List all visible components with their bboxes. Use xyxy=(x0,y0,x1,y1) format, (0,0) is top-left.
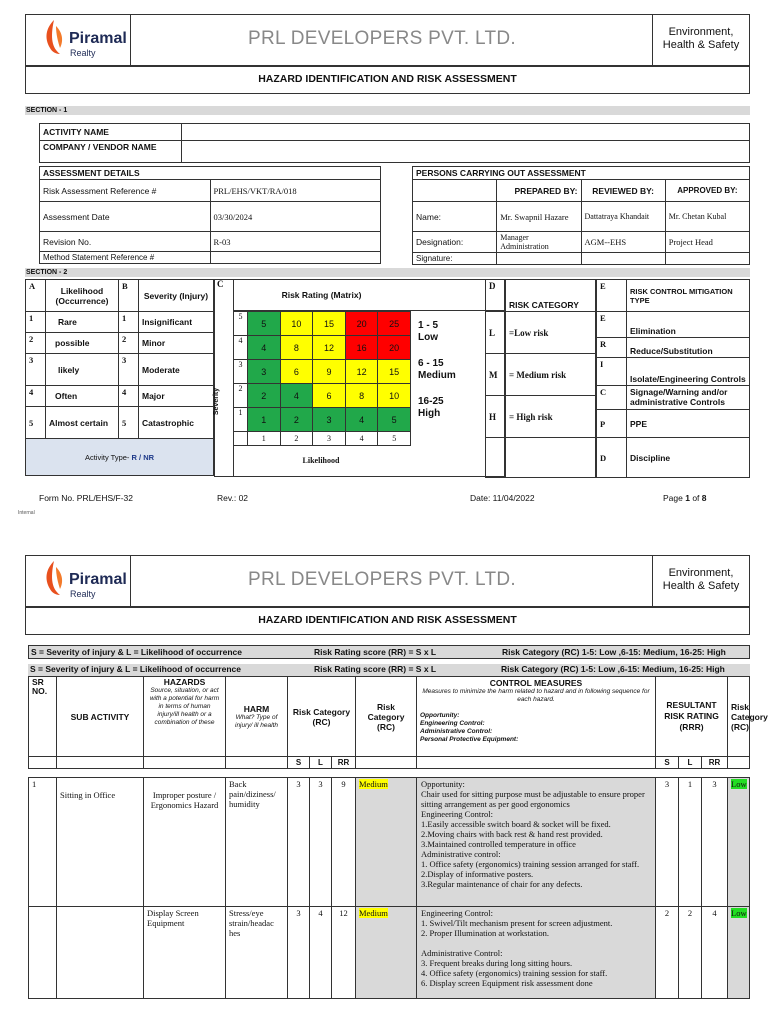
matrix-cell: 15 xyxy=(313,312,346,336)
band-high-range: 16-25 xyxy=(418,396,444,407)
severity-1-num: 1 xyxy=(119,312,139,333)
cat-m: = Medium risk xyxy=(506,354,596,396)
h-haz-sub: Source, situation, or act with a potential for harm in terms of human injury/ill health or a combination of these xyxy=(149,687,220,726)
persons-table xyxy=(412,166,750,265)
dept-name xyxy=(652,26,750,52)
header-divider-left xyxy=(130,14,131,66)
matrix-likelihood-num: 1 xyxy=(248,432,281,446)
hira-header-table xyxy=(28,676,768,769)
assessment-table xyxy=(39,166,381,264)
approved-designation: Project Head xyxy=(665,232,749,253)
control-c-key: C xyxy=(597,386,627,410)
h-s2: S xyxy=(656,757,679,769)
control-line: Engineering Control: xyxy=(421,809,494,819)
logo-name: Piramal xyxy=(69,30,127,47)
likelihood-3: likely xyxy=(46,354,119,386)
dept2-line2: Health & Safety xyxy=(662,580,740,592)
matrix-cell: 12 xyxy=(345,360,378,384)
h-c1: Opportunity: xyxy=(420,712,460,719)
h-l2: L xyxy=(679,757,702,769)
control-line: Administrative Control: xyxy=(421,948,503,958)
matrix-cell: 9 xyxy=(313,360,346,384)
footer-date: Date: 11/04/2022 xyxy=(470,493,535,503)
control-p-key: P xyxy=(597,410,627,438)
matrix-cell: 12 xyxy=(313,336,346,360)
likelihood-head: Likelihood (Occurrence) xyxy=(46,280,119,312)
band-low xyxy=(418,320,438,344)
control-line: 3.Maintained controlled temperature in office xyxy=(421,839,576,849)
matrix-cell: 3 xyxy=(313,408,346,432)
dept-name-2 xyxy=(652,567,750,593)
control-line: Chair used for sitting purpose must be adjustable to ensure proper sitting arrangement as per good ergonomics xyxy=(421,789,645,809)
risk-category-table xyxy=(485,279,596,478)
revision-value: R-03 xyxy=(210,232,381,252)
row2-sub xyxy=(57,907,144,999)
h-harm-title: HARM xyxy=(243,703,270,714)
h-rrr: RESULTANT RISK RATING (RRR) xyxy=(656,677,728,757)
h-control-sub: Measures to minimize the harm related to hazard and in following sequence for each hazard. xyxy=(422,688,650,703)
dept-line1: Environment, xyxy=(668,26,734,38)
prepared-by-label: PREPARED BY: xyxy=(497,180,581,202)
severity-5: Catastrophic xyxy=(139,407,214,439)
row1-rr: 9 xyxy=(332,778,356,907)
doc-title-2: HAZARD IDENTIFICATION AND RISK ASSESSMENT xyxy=(258,614,517,626)
severity-2-num: 2 xyxy=(119,333,139,354)
legend-row-2 xyxy=(28,664,750,676)
footer-page xyxy=(663,493,707,503)
row2-s: 3 xyxy=(288,907,310,999)
severity-4: Major xyxy=(139,386,214,407)
row2-rr2: 4 xyxy=(702,907,728,999)
matrix-cell: 2 xyxy=(280,408,313,432)
row1-ctrl xyxy=(417,778,656,907)
assessment-date-value: 03/30/2024 xyxy=(210,202,381,232)
activity-type-value: R / NR xyxy=(131,452,155,462)
row1-harm: Back pain/diziness/ humidity xyxy=(226,778,288,907)
col-d: D xyxy=(486,280,506,312)
h-s: S xyxy=(288,757,310,769)
control-line: Engineering Control: xyxy=(421,908,494,918)
control-line: 3.Regular maintenance of chair for any defects. xyxy=(421,879,583,889)
legend-sev: S = Severity of injury & L = Likelihood of occurrence xyxy=(31,647,242,657)
row2-l2: 2 xyxy=(679,907,702,999)
h-c2: Engineering Control: xyxy=(420,720,485,727)
h-risk-cat: Risk Category (RC) xyxy=(288,677,356,757)
internal-label: Internal xyxy=(18,510,35,516)
matrix-cell: 15 xyxy=(378,360,411,384)
h-control xyxy=(417,677,656,757)
h-haz-title: HAZARDS xyxy=(163,677,206,687)
col-a: A xyxy=(26,280,46,312)
row2-rc2: Low xyxy=(731,908,747,918)
control-e-key: E xyxy=(597,312,627,338)
cat-h-key: H xyxy=(486,396,506,438)
logo-sub: Realty xyxy=(70,48,96,58)
revision-label: Revision No. xyxy=(40,232,211,252)
matrix-severity-num: 5 xyxy=(234,312,248,336)
row1-sr: 1 xyxy=(29,778,57,907)
likelihood-axis: Likelihood xyxy=(302,456,340,465)
ra-ref-label: Risk Assessment Reference # xyxy=(40,180,211,202)
cat-l: =Low risk xyxy=(506,312,596,354)
row1-haz: Improper posture / Ergonomics Hazard xyxy=(144,778,226,907)
row1-l: 3 xyxy=(310,778,332,907)
activity-name-label: ACTIVITY NAME xyxy=(40,124,182,141)
control-table xyxy=(596,279,750,478)
control-line xyxy=(421,938,651,948)
legend-rr: Risk Rating score (RR) = S x L xyxy=(314,647,437,657)
matrix-corner xyxy=(234,432,248,446)
row2-ctrl xyxy=(417,907,656,999)
company-vendor-label: COMPANY / VENDOR NAME xyxy=(40,141,182,163)
band-high-label: High xyxy=(418,408,441,419)
matrix-cell: 8 xyxy=(280,336,313,360)
h-hazards xyxy=(144,677,226,757)
control-line: 1. Office safety (ergonomics) training session arranged for staff. xyxy=(421,859,640,869)
control-d-key: D xyxy=(597,438,627,478)
activity-name-value[interactable] xyxy=(182,124,750,141)
matrix-cell: 10 xyxy=(280,312,313,336)
control-line: 2. Proper Illumination at workstation. xyxy=(421,928,549,938)
company-vendor-value[interactable] xyxy=(182,141,750,163)
likelihood-1-num: 1 xyxy=(26,312,46,333)
control-head: RISK CONTROL MITIGATION TYPE xyxy=(627,280,750,312)
name-label: Name: xyxy=(413,202,497,232)
row2-harm: Stress/eye strain/headac hes xyxy=(226,907,288,999)
h-sub: SUB ACTIVITY xyxy=(57,677,144,757)
severity-5-num: 5 xyxy=(119,407,139,439)
likelihood-2: possible xyxy=(46,333,119,354)
severity-head: Severity (Injury) xyxy=(139,280,214,312)
page-of: of xyxy=(689,493,702,503)
matrix-cell: 25 xyxy=(378,312,411,336)
footer-form: Form No. PRL/EHS/F-32 xyxy=(39,493,133,503)
section1-table xyxy=(39,123,750,163)
likelihood-2-num: 2 xyxy=(26,333,46,354)
legend-rr-2: Risk Rating score (RR) = S x L xyxy=(314,664,437,674)
h-rc3: Risk Category (RC) xyxy=(728,677,750,757)
severity-2: Minor xyxy=(139,333,214,354)
prepared-designation: Manager Administration xyxy=(497,232,581,253)
table-row xyxy=(29,907,750,999)
table-row xyxy=(29,778,750,907)
control-line: Administrative control: xyxy=(421,849,501,859)
row1-rr2: 3 xyxy=(702,778,728,907)
row2-haz: Display Screen Equipment xyxy=(144,907,226,999)
matrix-cell: 5 xyxy=(248,312,281,336)
control-c: Signage/Warning and/or administrative Controls xyxy=(627,386,750,410)
matrix-cell: 10 xyxy=(378,384,411,408)
row2-s2: 2 xyxy=(656,907,679,999)
control-line: 3. Frequent breaks during long sitting hours. xyxy=(421,958,573,968)
row1-rc2: Low xyxy=(731,779,747,789)
matrix-cell: 4 xyxy=(345,408,378,432)
matrix-likelihood-num: 4 xyxy=(345,432,378,446)
legend-sev-2: S = Severity of injury & L = Likelihood of occurrence xyxy=(30,664,241,674)
cat-h: = High risk xyxy=(506,396,596,438)
reviewed-by-label: REVIEWED BY: xyxy=(581,180,665,202)
logo2-name: Piramal xyxy=(69,571,127,588)
section1-label: SECTION - 1 xyxy=(25,106,750,115)
h-rr: RR xyxy=(332,757,356,769)
footer-rev: Rev.: 02 xyxy=(217,493,249,503)
cat-m-key: M xyxy=(486,354,506,396)
row2-sr xyxy=(29,907,57,999)
row1-s2: 3 xyxy=(656,778,679,907)
likelihood-4-num: 4 xyxy=(26,386,46,407)
matrix-likelihood-num: 5 xyxy=(378,432,411,446)
page-pre: Page xyxy=(663,493,686,503)
control-i: Isolate/Engineering Controls xyxy=(627,358,750,386)
matrix-cell: 2 xyxy=(248,384,281,408)
severity-3-num: 3 xyxy=(119,354,139,386)
matrix-cell: 20 xyxy=(345,312,378,336)
prepared-name: Mr. Swapnil Hazare xyxy=(497,202,581,232)
dept2-line1: Environment, xyxy=(668,567,734,579)
matrix-likelihood-num: 2 xyxy=(280,432,313,446)
matrix-cell: 16 xyxy=(345,336,378,360)
matrix-cell: 5 xyxy=(378,408,411,432)
band-low-range: 1 - 5 xyxy=(418,320,439,331)
legend-cat-2: Risk Category (RC) 1-5: Low ,6-15: Medium, 16-25: High xyxy=(501,664,725,674)
severity-1: Insignificant xyxy=(139,312,214,333)
control-line: 6. Display screen Equipment risk assessment done xyxy=(421,978,593,988)
control-line: Opportunity: xyxy=(421,779,465,789)
logo2-sub: Realty xyxy=(70,589,96,599)
band-medium xyxy=(418,358,456,382)
h-srno: SR NO. xyxy=(29,677,57,757)
control-p: PPE xyxy=(627,410,750,438)
matrix-cell: 6 xyxy=(280,360,313,384)
piramal-logo-icon xyxy=(40,559,68,599)
designation-label: Designation: xyxy=(413,232,497,253)
prepared-signature[interactable] xyxy=(497,253,581,265)
company-name-2: PRL DEVELOPERS PVT. LTD. xyxy=(248,569,517,590)
col-c: C xyxy=(217,279,224,289)
band-high xyxy=(418,396,444,420)
matrix-cell: 4 xyxy=(248,336,281,360)
dept-line2: Health & Safety xyxy=(662,39,740,51)
control-line: 2.Display of informative posters. xyxy=(421,869,534,879)
likelihood-1: Rare xyxy=(46,312,119,333)
matrix-head: Risk Rating (Matrix) xyxy=(281,290,362,300)
company-name: PRL DEVELOPERS PVT. LTD. xyxy=(248,28,517,49)
control-r: Reduce/Substitution xyxy=(627,338,750,358)
activity-type-label: Activity Type- xyxy=(84,452,130,462)
matrix-row xyxy=(234,384,411,408)
control-line: 4. Office safety (ergonomics) training session for staff. xyxy=(421,968,608,978)
band-low-label: Low xyxy=(418,332,438,343)
control-line: 1.Easily accessible switch board & socket will be fixed. xyxy=(421,819,611,829)
likelihood-4: Often xyxy=(46,386,119,407)
page-total: 8 xyxy=(701,493,707,503)
row1-rc: Medium xyxy=(359,779,388,789)
h-harm xyxy=(226,677,288,757)
hira-data-table xyxy=(28,777,750,999)
method-ref-value xyxy=(210,252,381,264)
control-d: Discipline xyxy=(627,438,750,478)
control-line: 2.Moving chairs with back rest & hand rest provided. xyxy=(421,829,603,839)
row1-l2: 1 xyxy=(679,778,702,907)
control-line: 1. Swivel/Tilt mechanism present for screen adjustment. xyxy=(421,918,613,928)
h-control-title: CONTROL MEASURES xyxy=(489,678,583,688)
row1-sub: Sitting in Office xyxy=(57,778,144,907)
matrix-row xyxy=(234,312,411,336)
method-ref-label: Method Statement Reference # xyxy=(40,252,211,264)
col-e: E xyxy=(597,280,627,312)
matrix-severity-num: 2 xyxy=(234,384,248,408)
header2-divider-left xyxy=(130,555,131,607)
h-c3: Administrative Control: xyxy=(420,728,493,735)
risk-matrix xyxy=(233,311,411,446)
matrix-severity-num: 4 xyxy=(234,336,248,360)
h-rr2: RR xyxy=(702,757,728,769)
likelihood-5-num: 5 xyxy=(26,407,46,439)
legend-cat: Risk Category (RC) 1-5: Low ,6-15: Medium, 16-25: High xyxy=(502,647,726,657)
section2-label: SECTION - 2 xyxy=(25,268,750,277)
risk-category-head: RISK CATEGORY xyxy=(506,280,596,312)
row1-s: 3 xyxy=(288,778,310,907)
matrix-cell: 8 xyxy=(345,384,378,408)
cat-l-key: L xyxy=(486,312,506,354)
matrix-cell: 3 xyxy=(248,360,281,384)
likelihood-3-num: 3 xyxy=(26,354,46,386)
logo2 xyxy=(40,559,130,603)
h-l: L xyxy=(310,757,332,769)
matrix-cell: 1 xyxy=(248,408,281,432)
approved-signature[interactable] xyxy=(665,253,749,265)
row2-rc: Medium xyxy=(359,908,388,918)
matrix-cell: 4 xyxy=(280,384,313,408)
reviewed-signature[interactable] xyxy=(581,253,665,265)
severity-3: Moderate xyxy=(139,354,214,386)
assessment-title: ASSESSMENT DETAILS xyxy=(40,167,381,180)
h-harm-sub: What? Type of injury/ ill health xyxy=(235,713,278,729)
signature-label: Signature: xyxy=(413,253,497,265)
doc-title: HAZARD IDENTIFICATION AND RISK ASSESSMENT xyxy=(258,73,517,85)
col-b: B xyxy=(119,280,139,312)
severity-axis: Severity xyxy=(213,387,221,416)
assessment-date-label: Assessment Date xyxy=(40,202,211,232)
band-medium-range: 6 - 15 xyxy=(418,358,444,369)
page-num: 1 xyxy=(685,493,690,503)
band-medium-label: Medium xyxy=(418,370,456,381)
matrix-cell: 20 xyxy=(378,336,411,360)
activity-type xyxy=(26,439,214,476)
h-risk-cat-2: Risk Category (RC) xyxy=(356,677,417,757)
likelihood-5: Almost certain xyxy=(46,407,119,439)
logo xyxy=(40,18,130,62)
row2-rr: 12 xyxy=(332,907,356,999)
persons-title: PERSONS CARRYING OUT ASSESSMENT xyxy=(413,167,750,180)
h-c4: Personal Protective Equipment: xyxy=(420,736,519,743)
matrix-severity-num: 3 xyxy=(234,360,248,384)
reviewed-designation: AGM--EHS xyxy=(581,232,665,253)
matrix-severity-num: 1 xyxy=(234,408,248,432)
matrix-cell: 6 xyxy=(313,384,346,408)
row2-l: 4 xyxy=(310,907,332,999)
matrix-likelihood-num: 3 xyxy=(313,432,346,446)
approved-by-label: APPROVED BY: xyxy=(665,180,749,202)
reviewed-name: Dattatraya Khandait xyxy=(581,202,665,232)
control-i-key: I xyxy=(597,358,627,386)
matrix-row xyxy=(234,336,411,360)
legend-row-1 xyxy=(28,645,750,659)
ra-ref-value: PRL/EHS/VKT/RA/018 xyxy=(210,180,381,202)
approved-name: Mr. Chetan Kubal xyxy=(665,202,749,232)
severity-4-num: 4 xyxy=(119,386,139,407)
control-r-key: R xyxy=(597,338,627,358)
control-e: Elimination xyxy=(627,312,750,338)
likelihood-severity-table xyxy=(25,279,214,476)
matrix-row xyxy=(234,408,411,432)
piramal-logo-icon xyxy=(40,18,68,58)
matrix-row xyxy=(234,360,411,384)
